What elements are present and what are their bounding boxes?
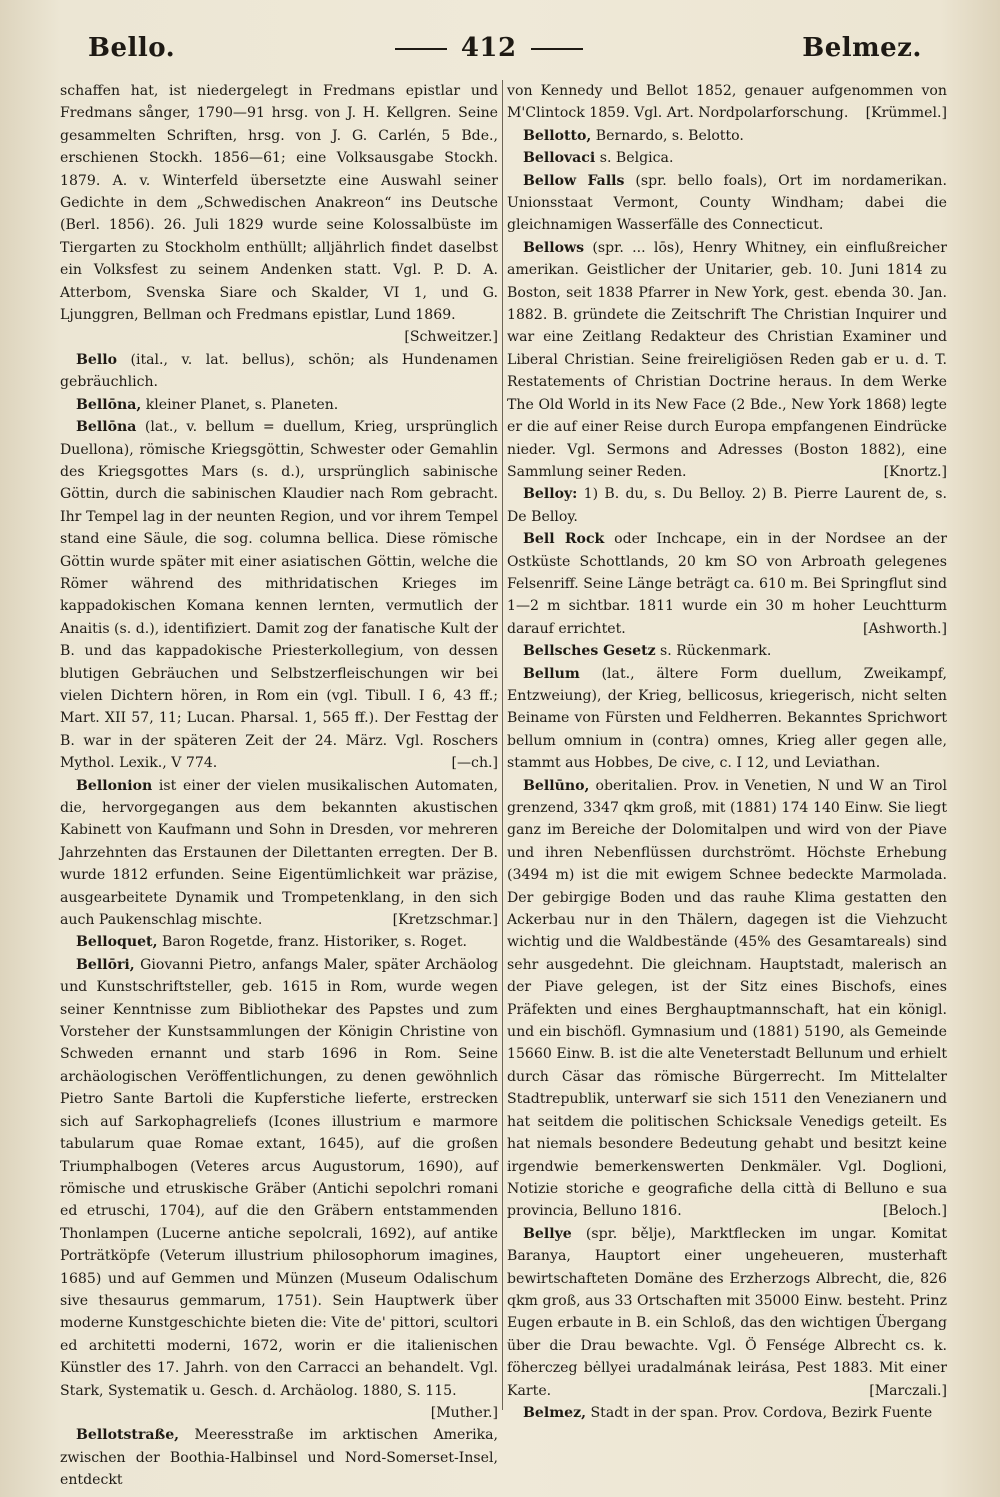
entry-text: oder Inchcape, ein in der Nordsee an der Ostküste Schottlands, 20 km SO von Arbroath gelegenes Felsenriff. Seine Länge beträgt ca. 610 m. Bei Springflut sind 1—2 m sichtbar. 1811 wurde ein 30 m hoher Leuchtturm darauf errichtet. — [507, 531, 947, 637]
entry-text: s. Rückenmark. — [655, 643, 772, 660]
lexicon-entry — [60, 349, 498, 394]
lexicon-entry — [507, 237, 947, 483]
lexicon-entry — [507, 483, 947, 528]
entry-headword: Bellovaci — [523, 150, 596, 167]
lexicon-entry — [507, 80, 947, 125]
author-signature: [Schweitzer.] — [404, 329, 498, 346]
entry-headword: Bellye — [523, 1225, 572, 1242]
entry-headword: Bellotstraße, — [76, 1427, 180, 1444]
running-header — [88, 30, 922, 66]
lexicon-entry — [60, 954, 498, 1425]
author-signature: [—ch.] — [451, 755, 498, 772]
entry-text: (ital., v. lat. bellus), schön; als Hundenamen gebräuchlich. — [60, 351, 498, 391]
entry-headword: Belmez, — [523, 1404, 587, 1421]
author-signature: [Knortz.] — [883, 463, 947, 480]
entry-text: Giovanni Pietro, anfangs Maler, später Archäolog und Kunstschriftsteller, geb. 1615 in Rom, wurde wegen seiner Kenntnisse zum Bibliothekar des Papstes und zum Vorsteher der Kunstsammlungen der Königin Christine von Schweden ernannt und starb 1696 in Rom. Seine archäologischen Veröffentlichungen, zu denen gewöhnlich Pietro Sante Bartoli die Kupferstiche lieferte, erstrecken sich auf Sarkophagreliefs (Icones illustrium e marmore tabularum quae Romae extant, 1645), auf die großen Triumphalbogen (Veteres arcus Augustorum, 1690), auf römische und etruskische Gräber (Antichi sepolchri romani ed etruschi, 1704), auf die den Gräbern entstammenden Thonlampen (Lucerne antiche sepolcrali, 1692), auf antike Porträtköpfe (Veterum illustrium philosophorum imagines, 1685) und auf Gemmen und Münzen (Museum Odalischum sive thesaurus gemmarum, 1751). Sein Hauptwerk über moderne Kunstgeschichte bieten die: Vite de' pittori, scultori ed architetti moderni, 1672, worin er die italienischen Künstler des 17. Jahrh. von den Carracci an behandelt. Vgl. Stark, Systematik u. Gesch. d. Archäolog. 1880, S. 115. — [60, 956, 498, 1399]
author-signature: [Krümmel.] — [865, 105, 947, 122]
entry-text: (spr. ... lōs), Henry Whitney, ein einflußreicher amerikan. Geistlicher der Unitarier, geb. 10. Juni 1814 zu Boston, seit 1838 Pfarrer in New York, gest. ebenda 30. Jan. 1882. B. gründete die Zeitschrift The Christian Inquirer und war eine Zeitlang Redakteur des Christian Examiner und Liberal Christian. Seine freireligiösen Reden gab er u. d. T. Restatements of Christian Doctrine heraus. In dem Werke The Old World in its New Face (2 Bde., New York 1868) legte er die auf einer Reise durch Europa empfangenen Eindrücke nieder. Vgl. Sermons and Adresses (Boston 1882), eine Sammlung seiner Reden. — [507, 239, 947, 480]
header-left-catchword: Bello. — [88, 33, 176, 63]
column-divider — [502, 80, 503, 1410]
entry-text: 1) B. du, s. Du Belloy. 2) B. Pierre Laurent de, s. De Belloy. — [507, 486, 947, 525]
entry-headword: Bellows — [523, 239, 585, 256]
author-signature: [Kretzschmar.] — [392, 912, 498, 929]
entry-text: schaffen hat, ist niedergelegt in Fredmans epistlar und Fredmans sånger, 1790—91 hrsg. von J. H. Kellgren. Seine gesammelten Schriften, hrsg. von J. G. Carlén, 5 Bde., erschienen Stockh. 1856—61; eine Volksausgabe Stockh. 1879. A. v. Winterfeld übersetzte eine Auswahl seiner Gedichte in dem „Schwedischen Anakreon“ ins Deutsche (Berl. 1856). 26. Juli 1829 wurde seine Kolossalbüste im Tiergarten zu Stockholm enthüllt; alljährlich findet daselbst ein Volksfest zu seinem Andenken statt. Vgl. P. D. A. Atterbom, Svenska Siare och Skalder, VI 1, und G. Ljunggren, Bellman och Fredmans epistlar, Lund 1869. — [60, 83, 498, 324]
lexicon-entry — [507, 775, 947, 1223]
lexicon-entry — [60, 80, 498, 349]
lexicon-entry — [507, 147, 947, 169]
entry-headword: Bellow Falls — [523, 172, 625, 189]
lexicon-entry — [60, 1424, 498, 1491]
lexicon-entry — [507, 125, 947, 147]
right-column — [507, 80, 947, 1437]
entry-text: ist einer der vielen musikalischen Automaten, die, hervorgegangen aus dem bekannten akustischen Kabinett von Kaufmann und Sohn in Dresden, vor mehreren Jahrzehnten das Erstaunen der Dilettanten erregten. Der B. wurde 1812 erfunden. Seine Eigentümlichkeit war präzise, ausgearbeitete Dynamik und Trompetenklang, in den sich auch Paukenschlag mischte. — [60, 777, 498, 929]
entry-text: Baron Rogetde, franz. Historiker, s. Roget. — [157, 934, 468, 951]
dash-left — [395, 48, 447, 50]
entry-headword: Belloy: — [523, 486, 578, 503]
entry-headword: Bello — [76, 351, 117, 368]
header-right-catchword: Belmez. — [802, 33, 922, 63]
entry-text: Stadt in der span. Prov. Cordova, Bezirk Fuente — [586, 1404, 933, 1421]
entry-headword: Bellōna — [76, 419, 137, 436]
entry-text: oberitalien. Prov. in Venetien, N und W an Tirol grenzend, 3347 qkm groß, mit (1881) 174 140 Einw. Sie liegt ganz im Bereiche der Dolomitalpen und wird von der Piave und ihren Nebenflüssen durchströmt. Höchste Erhebung (3494 m) ist die mit ewigem Schnee bedeckte Marmolada. Der gebirgige Boden und das rauhe Klima gestatten den Ackerbau nur in den Thälern, dagegen ist die Viehzucht wichtig und die Waldbestände (45% des Gesamtareals) sind sehr ausgedehnt. Die gleichnam. Hauptstadt, malerisch an der Piave gelegen, ist der Sitz eines Bischofs, eines Präfekten und eines Berghauptmannschaft, hat ein königl. und ein bischöfl. Gymnasium und (1881) 5190, als Gemeinde 15660 Einw. B. ist die alte Veneterstadt Bellunum und erhielt durch Cäsar das römische Bürgerrecht. Im Mittelalter Stadtrepublik, unterwarf sie sich 1511 den Venezianern und hat seitdem die politischen Schicksale Venedigs geteilt. Es hat niemals besondere Bedeutung gehabt und besitzt keine irgendwie bemerkenswerten Denkmäler. Vgl. Doglioni, Notizie storiche e geografiche della città di Belluno e sua provincia, Belluno 1816. — [507, 777, 947, 1220]
author-signature: [Muther.] — [430, 1404, 498, 1421]
page-number: 412 — [460, 33, 517, 63]
entry-headword: Bellūno, — [523, 777, 590, 794]
entry-text: kleiner Planet, s. Planeten. — [141, 396, 339, 413]
entry-headword: Bellsches Gesetz — [523, 643, 656, 660]
entry-headword: Bellōna, — [76, 396, 142, 413]
entry-text: Meeresstraße im arktischen Amerika, zwischen der Boothia-Halbinsel und Nord-Somerset-Insel, entdeckt — [60, 1427, 498, 1489]
entry-headword: Bellonion — [76, 777, 153, 794]
dash-right — [531, 48, 583, 50]
author-signature: [Ashworth.] — [863, 620, 947, 637]
lexicon-entry — [507, 528, 947, 640]
entry-text: (spr. bělje), Marktflecken im ungar. Komitat Baranya, Hauptort einer ungeheueren, musterhaft bewirtschafteten Domäne des Erzherzogs Albrecht, die, 826 qkm groß, aus 33 Ortschaften mit 35000 Einw. besteht. Prinz Eugen erbaute in B. ein Schloß, das den wichtigen Übergang über die Drau bewachte. Vgl. Ö Fensége Albrecht cs. k. föherczeg bėllyei uradalmának leirása, Pest 1883. Mit einer Karte. — [507, 1225, 947, 1399]
entry-text: s. Belgica. — [595, 150, 674, 167]
lexicon-entry — [60, 394, 498, 416]
page-number-wrap — [381, 33, 597, 63]
entry-headword: Bellotto, — [523, 127, 592, 144]
lexicon-entry — [60, 416, 498, 775]
lexicon-entry — [507, 640, 947, 662]
entry-headword: Bellum — [523, 665, 580, 682]
author-signature: [Marczali.] — [869, 1382, 947, 1399]
entry-text: (lat., v. bellum = duellum, Krieg, ursprünglich Duellona), römische Kriegsgöttin, Schwester oder Gemahlin des Kriegsgottes Mars (s. d.), ursprünglich sabinische Göttin, durch die sabinischen Klaudier nach Rom gebracht. Ihr Tempel lag in der neunten Region, und vor ihrem Tempel stand eine Säule, die sog. columna bellica. Diese römische Göttin wurde später mit einer asiatischen Göttin, welche die Römer während des mithridatischen Krieges im kappadokischen Komana kennen lernten, vermutlich der Anaitis (s. d.), identifiziert. Damit zog der fanatische Kult der B. und das kappadokische Priesterkollegium, von dessen blutigen Gebräuchen und Selbstzerfleischungen wir bei vielen Dichtern hören, in Rom ein (vgl. Tibull. I 6, 43 ff.; Mart. XII 57, 11; Lucan. Pharsal. 1, 565 ff.). Der Festtag der B. war in der späteren Zeit der 24. März. Vgl. Roschers Mythol. Lexik., V 774. — [60, 419, 498, 772]
entry-text: Bernardo, s. Belotto. — [591, 127, 744, 144]
entry-text: (spr. bello foals), Ort im nordamerikan. Unionsstaat Vermont, County Windham; dabei die gleichnamigen Wasserfälle des Connecticut. — [507, 172, 947, 234]
entry-text: (lat., ältere Form duellum, Zweikampf, Entzweiung), der Krieg, bellicosus, kriegerisch, nicht selten Beiname von Fürsten und Feldherren. Bekanntes Sprichwort bellum omnium in (contra) omnes, Krieg aller gegen alle, stammt aus Hobbes, De cive, c. I 12, und Leviathan. — [507, 665, 947, 772]
entry-headword: Bell Rock — [523, 531, 605, 548]
entry-headword: Belloquet, — [76, 934, 158, 951]
lexicon-entry — [60, 775, 498, 932]
lexicon-entry — [507, 170, 947, 237]
entry-text: von Kennedy und Bellot 1852, genauer aufgenommen von M'Clintock 1859. Vgl. Art. Nordpolarforschung. — [507, 83, 947, 122]
left-column — [60, 80, 498, 1489]
author-signature: [Beloch.] — [882, 1203, 947, 1220]
lexicon-entry — [60, 931, 498, 953]
lexicon-entry — [507, 1402, 947, 1424]
entry-headword: Bellōri, — [76, 956, 135, 973]
lexicon-entry — [507, 1223, 947, 1402]
lexicon-entry — [507, 663, 947, 775]
